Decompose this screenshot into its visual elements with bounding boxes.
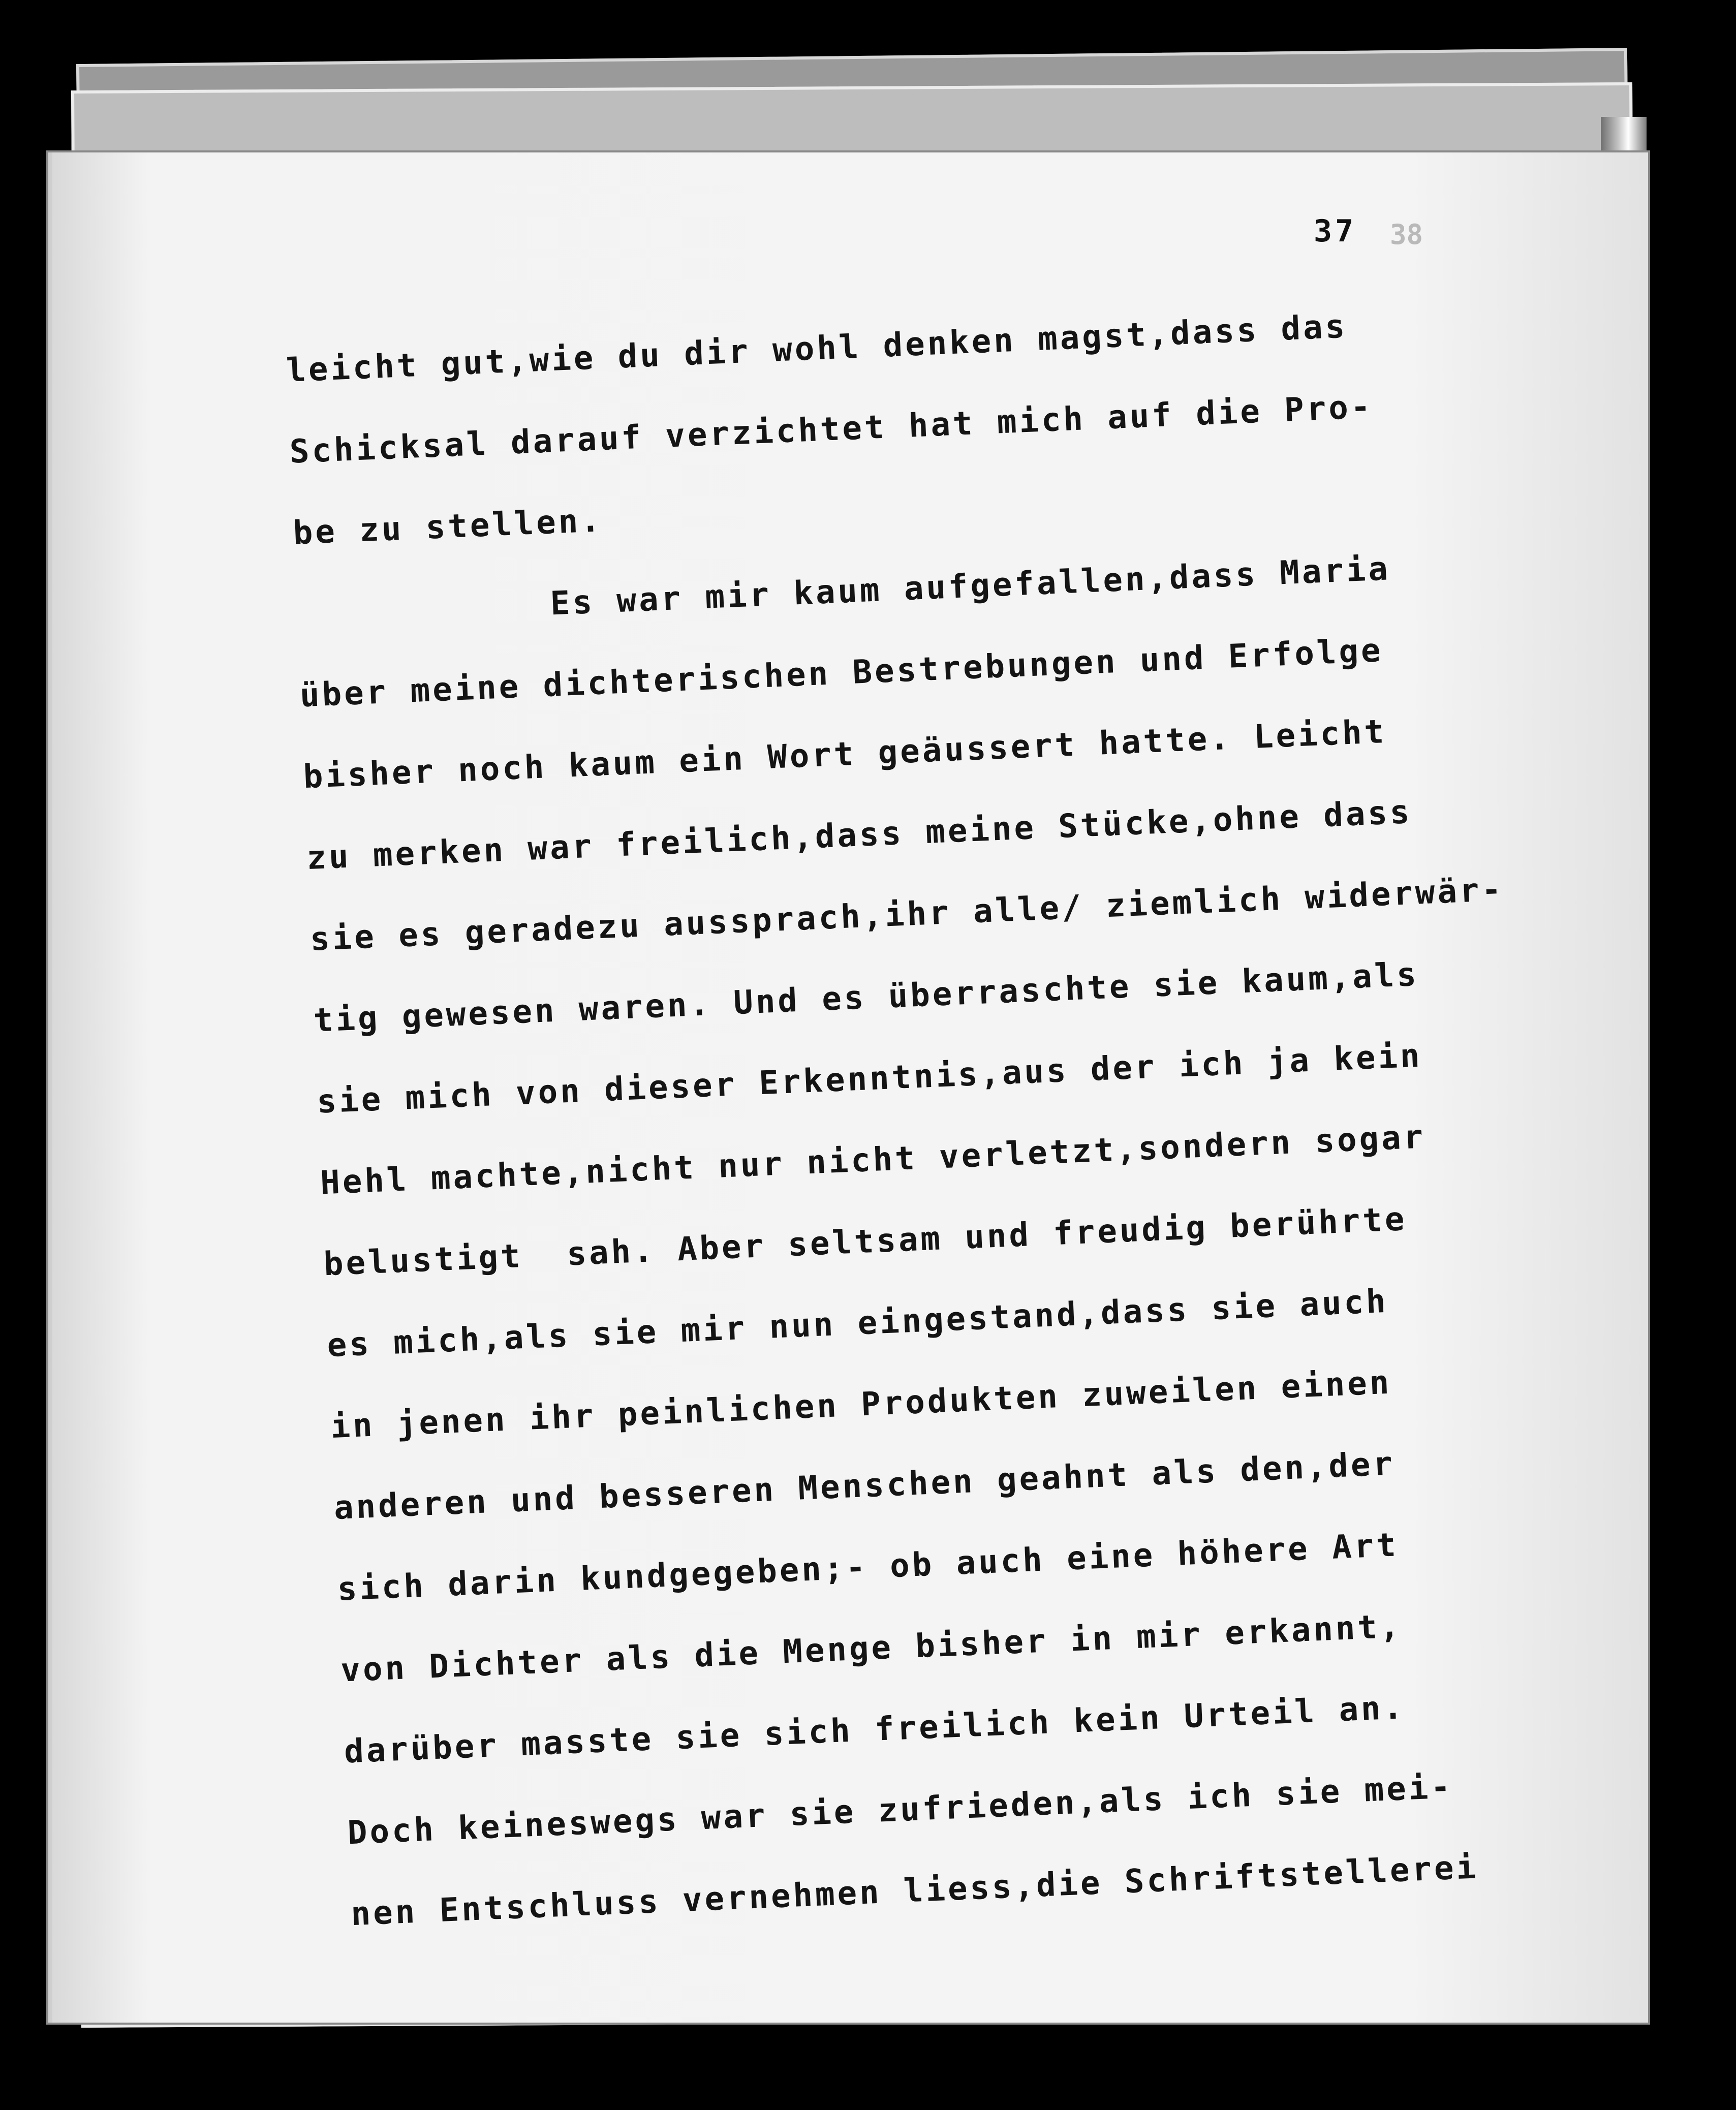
text-line: Hehl machte,nicht nur nicht verletzt,sondern sogar	[319, 1118, 1427, 1202]
text-line: sich darin kundgegeben;- ob auch eine höhere Art	[336, 1526, 1400, 1608]
text-line: be zu stellen.	[292, 502, 604, 552]
text-line: Es war mir kaum aufgefallen,dass Maria	[549, 550, 1391, 623]
text-line: von Dichter als die Menge bisher in mir erkannt,	[340, 1607, 1403, 1690]
text-line: in jenen ihr peinlichen Produkten zuweilen einen	[329, 1363, 1392, 1446]
text-line: belustigt sah. Aber seltsam und freudig berührte	[323, 1200, 1408, 1284]
text-line: anderen und besseren Menschen geahnt als den,der	[333, 1445, 1396, 1527]
text-line: sie es geradezu aussprach,ihr alle/ ziemlich widerwär-	[309, 871, 1505, 958]
text-line: leicht gut,wie du dir wohl denken magst,dass das	[285, 307, 1348, 390]
text-line: tig gewesen waren. Und es überraschte sie kaum,als	[313, 955, 1420, 1040]
typed-text-body	[285, 275, 1673, 1955]
text-line: Schicksal darauf verzichtet hat mich auf die Pro-	[289, 388, 1374, 471]
text-line: über meine dichterischen Bestrebungen und Erfolge	[299, 632, 1384, 715]
text-line: bisher noch kaum ein Wort geäussert hatte. Leicht	[302, 712, 1387, 796]
text-line: darüber masste sie sich freilich kein Urteil an.	[343, 1689, 1406, 1771]
text-line: nen Entschluss vernehmen liess,die Schriftstellerei	[350, 1848, 1479, 1934]
faint-page-number: 38	[1390, 219, 1423, 251]
text-line: sie mich von dieser Erkenntnis,aus der ich ja kein	[316, 1037, 1423, 1121]
text-line: zu merken war freilich,dass meine Stücke,ohne dass	[306, 793, 1413, 878]
page-number: 37	[1314, 213, 1357, 249]
text-line: Doch keineswegs war sie zufrieden,als ich sie mei-	[347, 1768, 1454, 1852]
text-line: es mich,als sie mir nun eingestand,dass sie auch	[326, 1282, 1389, 1365]
